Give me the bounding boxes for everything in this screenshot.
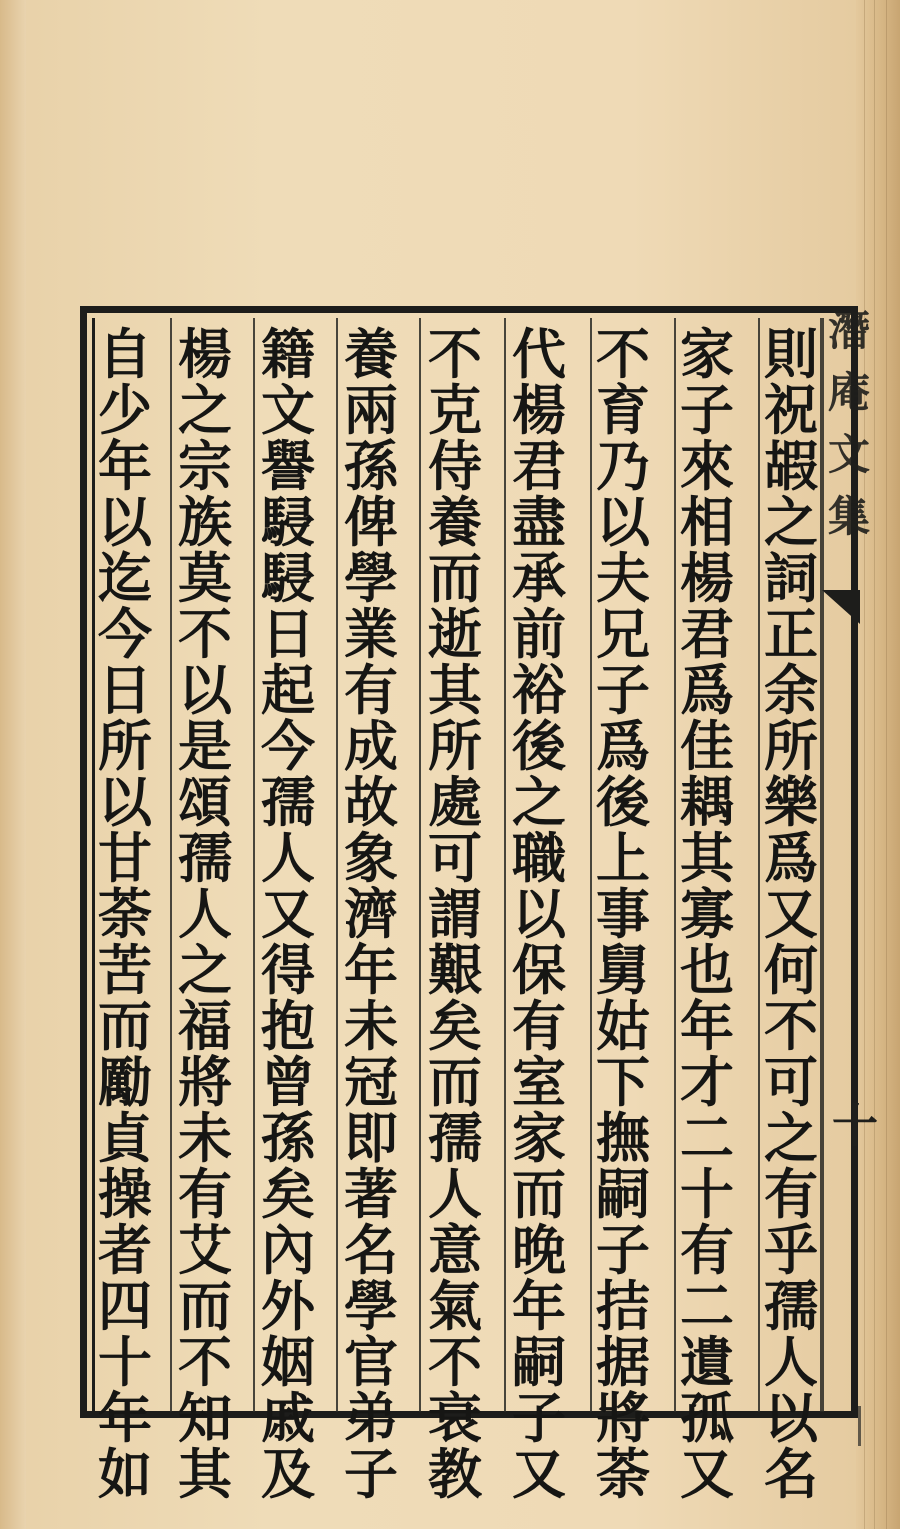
- glyph: 後: [596, 770, 650, 834]
- glyph: 保: [512, 938, 566, 1002]
- text-column-6: [340, 322, 402, 1506]
- glyph: 學: [344, 1274, 398, 1338]
- glyph: 可: [764, 1050, 818, 1114]
- glyph: 佳: [680, 714, 734, 778]
- glyph: 所: [428, 714, 482, 778]
- glyph: 今: [261, 714, 315, 778]
- glyph: 二: [680, 1106, 734, 1170]
- glyph: 知: [178, 1386, 232, 1450]
- glyph: 夫: [596, 546, 650, 610]
- glyph: 年: [98, 1386, 152, 1450]
- glyph: 人: [428, 1162, 482, 1226]
- glyph: 官: [344, 1330, 398, 1394]
- glyph: 將: [596, 1386, 650, 1450]
- glyph: 余: [764, 658, 818, 722]
- glyph: 矣: [261, 1162, 315, 1226]
- glyph: 內: [261, 1218, 315, 1282]
- glyph: 之: [764, 490, 818, 554]
- glyph: 二: [680, 1274, 734, 1338]
- glyph: 則: [764, 322, 818, 386]
- glyph: 少: [98, 378, 152, 442]
- glyph: 事: [596, 882, 650, 946]
- glyph: 爲: [764, 826, 818, 890]
- glyph: 孺: [764, 1274, 818, 1338]
- glyph: 名: [764, 1442, 818, 1506]
- glyph: 如: [98, 1442, 152, 1506]
- glyph: 名: [344, 1218, 398, 1282]
- glyph: 乎: [764, 1218, 818, 1282]
- glyph: 處: [428, 770, 482, 834]
- glyph: 盡: [512, 490, 566, 554]
- text-column-8: [174, 322, 236, 1506]
- glyph: 所: [764, 714, 818, 778]
- banxin-glyph: 庵: [827, 368, 870, 417]
- glyph: 兩: [344, 378, 398, 442]
- glyph: 晚: [512, 1218, 566, 1282]
- glyph: 以: [98, 770, 152, 834]
- glyph: 詞: [764, 546, 818, 610]
- glyph: 之: [764, 1106, 818, 1170]
- glyph: 籍: [261, 322, 315, 386]
- glyph: 楊: [178, 322, 232, 386]
- glyph: 成: [344, 714, 398, 778]
- page-left-edge: [0, 0, 26, 1529]
- glyph: 楊: [680, 546, 734, 610]
- text-column-9: [94, 322, 156, 1506]
- glyph: 荼: [98, 882, 152, 946]
- glyph: 教: [428, 1442, 482, 1506]
- glyph: 家: [680, 322, 734, 386]
- column-rule: [170, 318, 172, 1412]
- glyph: 得: [261, 938, 315, 1002]
- text-column-3: [592, 322, 654, 1506]
- glyph: 寡: [680, 882, 734, 946]
- glyph: 故: [344, 770, 398, 834]
- glyph: 不: [428, 322, 482, 386]
- glyph: 宗: [178, 434, 232, 498]
- glyph: 曾: [261, 1050, 315, 1114]
- glyph: 十: [680, 1162, 734, 1226]
- glyph: 是: [178, 714, 232, 778]
- glyph: 不: [178, 1330, 232, 1394]
- glyph: 戚: [261, 1386, 315, 1450]
- glyph: 克: [428, 378, 482, 442]
- glyph: 室: [512, 1050, 566, 1114]
- glyph: 駸: [261, 490, 315, 554]
- glyph: 而: [428, 1050, 482, 1114]
- text-column-4: [508, 322, 570, 1506]
- glyph: 人: [261, 826, 315, 890]
- glyph: 起: [261, 658, 315, 722]
- glyph: 不: [596, 322, 650, 386]
- folio-number: 十: [832, 1099, 878, 1153]
- fishtail-mark: [822, 590, 860, 624]
- glyph: 又: [261, 882, 315, 946]
- glyph: 頌: [178, 770, 232, 834]
- glyph: 者: [98, 1218, 152, 1282]
- glyph: 人: [178, 882, 232, 946]
- glyph: 君: [680, 602, 734, 666]
- glyph: 孺: [428, 1106, 482, 1170]
- glyph: 相: [680, 490, 734, 554]
- glyph: 不: [428, 1330, 482, 1394]
- glyph: 今: [98, 602, 152, 666]
- glyph: 職: [512, 826, 566, 890]
- glyph: 承: [512, 546, 566, 610]
- glyph: 又: [512, 1442, 566, 1506]
- glyph: 正: [764, 602, 818, 666]
- glyph: 之: [512, 770, 566, 834]
- banxin-bottom-mark: [858, 1406, 875, 1446]
- glyph: 福: [178, 994, 232, 1058]
- glyph: 年: [98, 434, 152, 498]
- glyph: 有: [680, 1218, 734, 1282]
- glyph: 子: [512, 1386, 566, 1450]
- glyph: 逝: [428, 602, 482, 666]
- column-rule: [504, 318, 506, 1412]
- glyph: 四: [98, 1274, 152, 1338]
- glyph: 下: [596, 1050, 650, 1114]
- glyph: 孫: [261, 1106, 315, 1170]
- glyph: 君: [512, 434, 566, 498]
- glyph: 艾: [178, 1218, 232, 1282]
- glyph: 有: [344, 658, 398, 722]
- glyph: 孫: [344, 434, 398, 498]
- glyph: 何: [764, 938, 818, 1002]
- glyph: 姻: [261, 1330, 315, 1394]
- glyph: 以: [98, 490, 152, 554]
- glyph: 不: [178, 602, 232, 666]
- glyph: 譽: [261, 434, 315, 498]
- glyph: 其: [428, 658, 482, 722]
- glyph: 而: [178, 1274, 232, 1338]
- glyph: 兄: [596, 602, 650, 666]
- glyph: 育: [596, 378, 650, 442]
- column-rule: [336, 318, 338, 1412]
- glyph: 祝: [764, 378, 818, 442]
- glyph: 年: [512, 1274, 566, 1338]
- banxin-title: [826, 300, 872, 600]
- glyph: 才: [680, 1050, 734, 1114]
- glyph: 以: [512, 882, 566, 946]
- glyph: 其: [178, 1442, 232, 1506]
- glyph: 矣: [428, 994, 482, 1058]
- glyph: 衰: [428, 1386, 482, 1450]
- glyph: 十: [98, 1330, 152, 1394]
- glyph: 苦: [98, 938, 152, 1002]
- glyph: 其: [680, 826, 734, 890]
- glyph: 迄: [98, 546, 152, 610]
- glyph: 荼: [596, 1442, 650, 1506]
- glyph: 遺: [680, 1330, 734, 1394]
- glyph: 氣: [428, 1274, 482, 1338]
- column-rule: [253, 318, 255, 1412]
- glyph: 也: [680, 938, 734, 1002]
- glyph: 養: [428, 490, 482, 554]
- glyph: 孺: [261, 770, 315, 834]
- glyph: 即: [344, 1106, 398, 1170]
- glyph: 自: [98, 322, 152, 386]
- glyph: 業: [344, 602, 398, 666]
- text-column-1: [760, 322, 822, 1506]
- glyph: 耦: [680, 770, 734, 834]
- glyph: 日: [98, 658, 152, 722]
- glyph: 不: [764, 994, 818, 1058]
- glyph: 甘: [98, 826, 152, 890]
- glyph: 爲: [680, 658, 734, 722]
- glyph: 家: [512, 1106, 566, 1170]
- glyph: 學: [344, 546, 398, 610]
- glyph: 艱: [428, 938, 482, 1002]
- glyph: 有: [512, 994, 566, 1058]
- glyph: 乃: [596, 434, 650, 498]
- glyph: 後: [512, 714, 566, 778]
- glyph: 子: [344, 1442, 398, 1506]
- glyph: 有: [764, 1162, 818, 1226]
- glyph: 勵: [98, 1050, 152, 1114]
- glyph: 而: [428, 546, 482, 610]
- glyph: 子: [680, 378, 734, 442]
- glyph: 有: [178, 1162, 232, 1226]
- glyph: 冠: [344, 1050, 398, 1114]
- glyph: 年: [344, 938, 398, 1002]
- glyph: 上: [596, 826, 650, 890]
- glyph: 又: [764, 882, 818, 946]
- glyph: 之: [178, 378, 232, 442]
- glyph: 駸: [261, 546, 315, 610]
- glyph: 未: [178, 1106, 232, 1170]
- glyph: 莫: [178, 546, 232, 610]
- glyph: 象: [344, 826, 398, 890]
- glyph: 姑: [596, 994, 650, 1058]
- glyph: 拮: [596, 1274, 650, 1338]
- glyph: 而: [512, 1162, 566, 1226]
- glyph: 前: [512, 602, 566, 666]
- glyph: 弟: [344, 1386, 398, 1450]
- text-column-7: [257, 322, 319, 1506]
- glyph: 來: [680, 434, 734, 498]
- glyph: 抱: [261, 994, 315, 1058]
- glyph: 族: [178, 490, 232, 554]
- glyph: 著: [344, 1162, 398, 1226]
- banxin-glyph: 潛: [827, 306, 870, 355]
- glyph: 子: [596, 658, 650, 722]
- glyph: 以: [596, 490, 650, 554]
- glyph: 將: [178, 1050, 232, 1114]
- glyph: 嗣: [512, 1330, 566, 1394]
- glyph: 爲: [596, 714, 650, 778]
- glyph: 楊: [512, 378, 566, 442]
- glyph: 代: [512, 322, 566, 386]
- glyph: 嗣: [596, 1162, 650, 1226]
- glyph: 意: [428, 1218, 482, 1282]
- glyph: 年: [680, 994, 734, 1058]
- glyph: 樂: [764, 770, 818, 834]
- glyph: 又: [680, 1442, 734, 1506]
- glyph: 以: [178, 658, 232, 722]
- banxin-glyph: 集: [827, 492, 870, 541]
- glyph: 以: [764, 1386, 818, 1450]
- glyph: 貞: [98, 1106, 152, 1170]
- glyph: 侍: [428, 434, 482, 498]
- glyph: 而: [98, 994, 152, 1058]
- glyph: 可: [428, 826, 482, 890]
- text-column-5: [424, 322, 486, 1506]
- glyph: 及: [261, 1442, 315, 1506]
- glyph: 操: [98, 1162, 152, 1226]
- glyph: 謂: [428, 882, 482, 946]
- glyph: 外: [261, 1274, 315, 1338]
- glyph: 之: [178, 938, 232, 1002]
- banxin-glyph: 文: [827, 430, 870, 479]
- glyph: 子: [596, 1218, 650, 1282]
- glyph: 嘏: [764, 434, 818, 498]
- glyph: 所: [98, 714, 152, 778]
- glyph: 養: [344, 322, 398, 386]
- glyph: 日: [261, 602, 315, 666]
- column-rule: [419, 318, 421, 1412]
- glyph: 濟: [344, 882, 398, 946]
- glyph: 孺: [178, 826, 232, 890]
- glyph: 据: [596, 1330, 650, 1394]
- glyph: 撫: [596, 1106, 650, 1170]
- glyph: 舅: [596, 938, 650, 1002]
- text-column-2: [676, 322, 738, 1506]
- glyph: 文: [261, 378, 315, 442]
- glyph: 裕: [512, 658, 566, 722]
- glyph: 未: [344, 994, 398, 1058]
- glyph: 孤: [680, 1386, 734, 1450]
- glyph: 俾: [344, 490, 398, 554]
- glyph: 人: [764, 1330, 818, 1394]
